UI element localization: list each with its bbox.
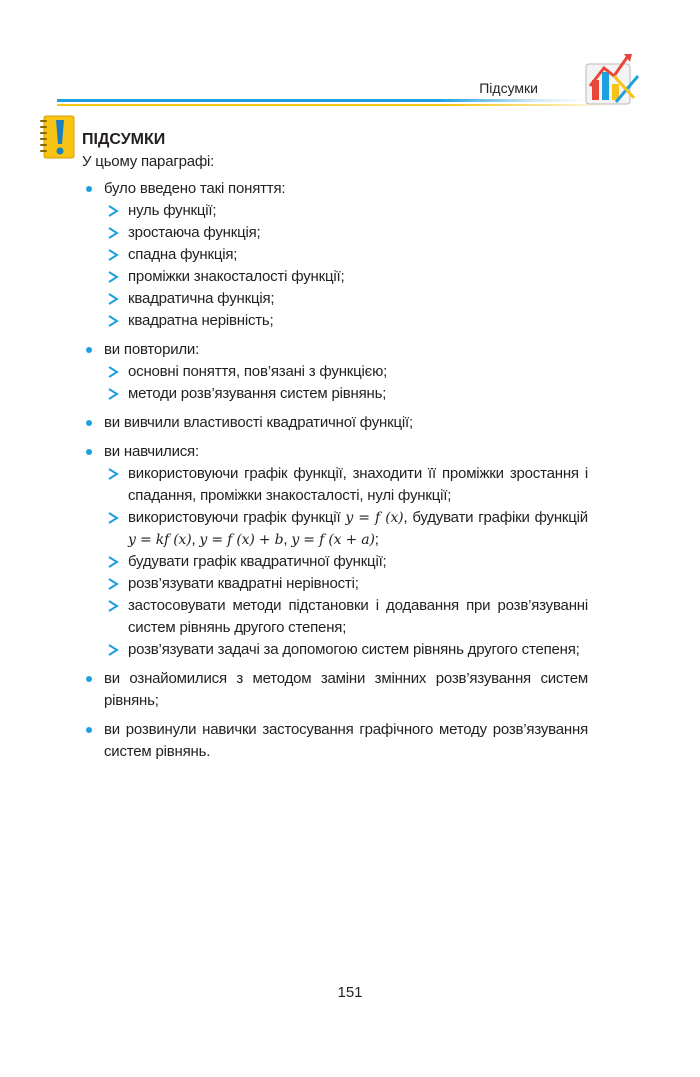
header-rule-yellow <box>57 104 617 106</box>
bullet-icon <box>86 420 92 426</box>
chevron-right-icon <box>107 468 119 480</box>
bullet-icon <box>86 186 92 192</box>
summary-list <box>82 178 588 770</box>
sub-list-item: використовуючи графік функції y = f (x), будувати графіки функцій y = kf (x), y = f (x) + b, y = f (x + a); <box>104 507 588 551</box>
sub-list-item: розв’язувати задачі за допомогою систем рівнянь другого степеня; <box>104 639 588 661</box>
sub-list-item: застосовувати методи підстановки і додавання при розв’язуванні систем рівнянь другого степеня; <box>104 595 588 639</box>
page-number: 151 <box>337 984 363 1001</box>
chevron-right-icon <box>107 644 119 656</box>
chevron-right-icon <box>107 293 119 305</box>
chevron-right-icon <box>107 315 119 327</box>
chevron-right-icon <box>107 600 119 612</box>
bullet-icon <box>86 676 92 682</box>
sub-list-item: основні поняття, пов’язані з функцією; <box>104 361 588 383</box>
sub-list-item: розв’язувати квадратні нерівності; <box>104 573 588 595</box>
bullet-icon <box>86 727 92 733</box>
chevron-right-icon <box>107 227 119 239</box>
chevron-right-icon <box>107 271 119 283</box>
running-header-title: Підсумки <box>479 80 538 96</box>
header-rule-blue <box>57 99 587 102</box>
section-intro: У цьому параграфі: <box>82 153 215 170</box>
sub-list-item: спадна функція; <box>104 244 588 266</box>
formula: y = f (x) <box>345 510 404 526</box>
list-item: було введено такі поняття: нуль функції; зростаюча функція; спадна функція; проміжки знакосталості функції; квадратична функція; квадратна нерівність; <box>82 178 588 332</box>
exclamation-notebook-icon <box>38 114 78 160</box>
list-item: ви ознайомилися з методом заміни змінних розв’язування систем рівнянь; <box>82 668 588 712</box>
sub-list-item: квадратична функція; <box>104 288 588 310</box>
sub-list-item: методи розв’язування систем рівнянь; <box>104 383 588 405</box>
sub-list-item: проміжки знакосталості функції; <box>104 266 588 288</box>
list-item: ви навчилися: використовуючи графік функції, знаходити її проміжки зростання і спадання, проміжки знакосталості, нулі функції; використовуючи графік функції y = f (x), будувати графіки функцій y = kf (x), y = f (x) + b, y = f (x + a); будувати графік квадратичної функції; розв’язувати квадратні нерівності; застосовувати методи підстановки і додавання при розв’язуванні систем рівнянь другого степеня; розв’язувати задачі за допомогою систем рівнянь другого степеня; <box>82 441 588 661</box>
chevron-right-icon <box>107 512 119 524</box>
formula: y = kf (x) <box>128 532 192 548</box>
sub-list-item: зростаюча функція; <box>104 222 588 244</box>
sub-list-item: квадратна нерівність; <box>104 310 588 332</box>
list-item: ви розвинули навички застосування графічного методу розв’язування систем рівнянь. <box>82 719 588 763</box>
chevron-right-icon <box>107 388 119 400</box>
bullet-icon <box>86 347 92 353</box>
section-title: ПІДСУМКИ <box>82 131 166 148</box>
formula: y = f (x) + b <box>199 532 284 548</box>
sub-list-item: нуль функції; <box>104 200 588 222</box>
summary-chart-icon <box>578 46 642 110</box>
list-item: ви повторили: основні поняття, пов’язані з функцією; методи розв’язування систем рівнянь; <box>82 339 588 405</box>
list-item: ви вивчили властивості квадратичної функції; <box>82 412 588 434</box>
chevron-right-icon <box>107 578 119 590</box>
formula: y = f (x + a) <box>291 532 375 548</box>
chevron-right-icon <box>107 556 119 568</box>
sub-list-item: будувати графік квадратичної функції; <box>104 551 588 573</box>
chevron-right-icon <box>107 249 119 261</box>
sub-list-item: використовуючи графік функції, знаходити її проміжки зростання і спадання, проміжки знакосталості, нулі функції; <box>104 463 588 507</box>
chevron-right-icon <box>107 366 119 378</box>
bullet-icon <box>86 449 92 455</box>
chevron-right-icon <box>107 205 119 217</box>
